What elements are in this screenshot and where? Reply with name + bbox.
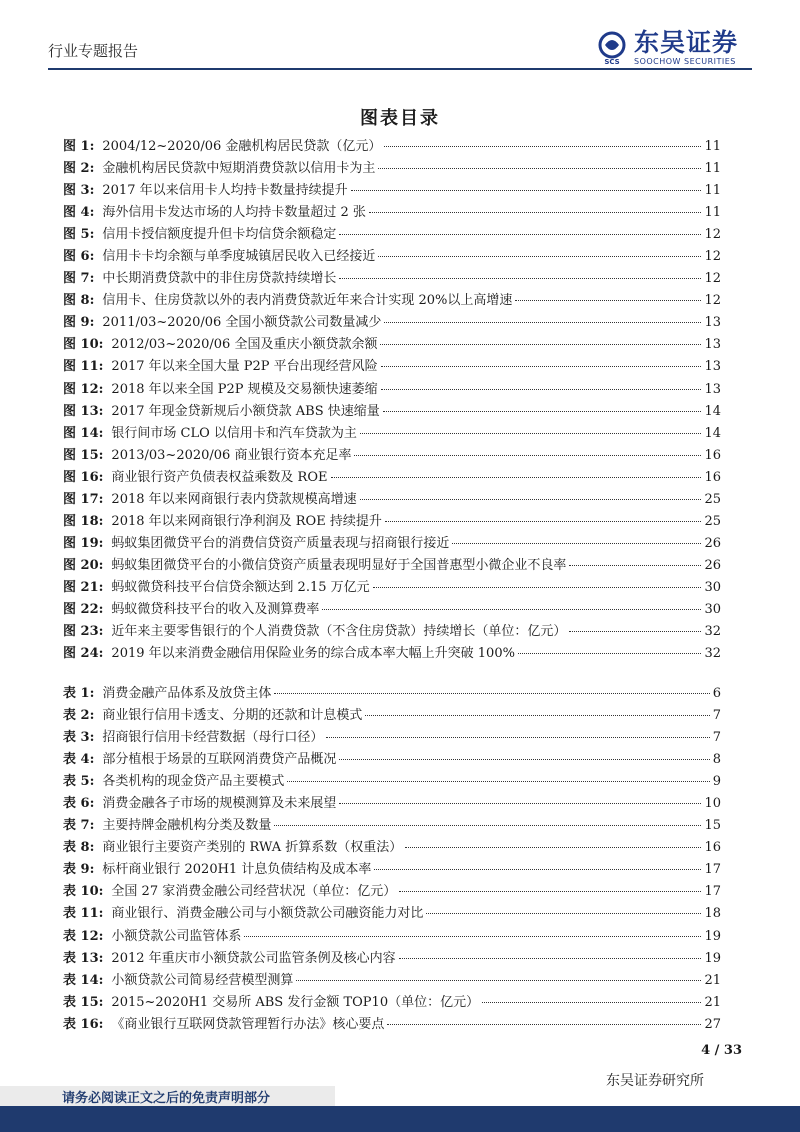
table-entry[interactable]	[63, 881, 721, 903]
dot-leader	[339, 234, 701, 235]
dot-leader	[365, 715, 709, 716]
table-entry[interactable]	[63, 903, 721, 925]
organization-name: 东吴证券研究所	[606, 1073, 704, 1089]
figure-entry[interactable]	[63, 356, 721, 378]
entry-page-number: 11	[704, 183, 721, 199]
dot-leader	[274, 825, 701, 826]
table-entry[interactable]	[63, 727, 721, 749]
dot-leader	[515, 300, 701, 301]
entry-label: 表 11:	[63, 906, 104, 922]
entry-page-number: 11	[704, 161, 721, 177]
figure-entry[interactable]	[63, 423, 721, 445]
entry-label: 表 8:	[63, 840, 95, 856]
entry-page-number: 19	[704, 950, 721, 966]
logo-chinese-name: 东吴证券	[633, 28, 738, 57]
figure-entry[interactable]	[63, 401, 721, 423]
entry-page-number: 8	[712, 752, 721, 768]
table-entry[interactable]	[63, 970, 721, 992]
figure-entry[interactable]	[63, 621, 721, 643]
entry-label: 图 19:	[63, 535, 104, 551]
dot-leader	[383, 411, 702, 412]
table-entry[interactable]	[63, 1014, 721, 1036]
dot-leader	[296, 980, 701, 981]
entry-label: 图 13:	[63, 403, 104, 419]
table-entry[interactable]	[63, 793, 721, 815]
entry-page-number: 26	[704, 535, 721, 551]
figure-entry[interactable]	[63, 511, 721, 533]
entry-title: 2019 年以来消费金融信用保险业务的综合成本率大幅上升突破 100%	[111, 646, 515, 662]
dot-leader	[360, 433, 702, 434]
entry-page-number: 12	[704, 227, 721, 243]
entry-title: 小额贷款公司简易经营模型测算	[111, 972, 294, 988]
header-divider	[48, 68, 752, 70]
entry-label: 图 1:	[63, 139, 95, 154]
header-label: 行业专题报告	[48, 42, 139, 60]
dot-leader	[399, 958, 702, 959]
entry-title: 全国 27 家消费金融公司经营状况（单位：亿元）	[111, 884, 397, 900]
entry-title: 小额贷款公司监管体系	[111, 928, 242, 944]
dot-leader	[369, 212, 702, 213]
entry-page-number: 13	[704, 381, 721, 397]
dot-leader	[339, 278, 701, 279]
entry-title: 金融机构居民贷款中短期消费贷款以信用卡为主	[102, 161, 376, 177]
footer-bar	[0, 1106, 800, 1132]
entry-page-number: 15	[704, 818, 721, 834]
dot-leader	[569, 631, 701, 632]
entry-title: 商业银行信用卡透支、分期的还款和计息模式	[102, 708, 363, 724]
entry-title: 消费金融产品体系及放贷主体	[102, 686, 272, 701]
entry-page-number: 6	[712, 686, 721, 701]
entry-label: 图 4:	[63, 205, 95, 221]
entry-page-number: 18	[704, 906, 721, 922]
dot-leader	[405, 847, 701, 848]
entry-label: 图 22:	[63, 601, 104, 617]
figure-entry[interactable]	[63, 599, 721, 621]
table-entry[interactable]	[63, 837, 721, 859]
entry-page-number: 12	[704, 271, 721, 287]
dot-leader	[374, 869, 701, 870]
entry-title: 《商业银行互联网贷款管理暂行办法》核心要点	[111, 1016, 385, 1032]
entry-page-number: 7	[712, 708, 721, 724]
dot-leader	[351, 190, 702, 191]
figure-entry[interactable]	[63, 246, 721, 268]
table-entry[interactable]	[63, 926, 721, 948]
entry-title: 2018 年以来全国 P2P 规模及交易额快速萎缩	[111, 381, 378, 397]
dot-leader	[287, 781, 709, 782]
footer-disclaimer: 请务必阅读正文之后的免责声明部分	[62, 1091, 271, 1106]
figure-entry[interactable]	[63, 489, 721, 511]
entry-label: 图 20:	[63, 557, 104, 573]
logo-english-name: SOOCHOW SECURITIES	[633, 57, 736, 66]
entry-page-number: 25	[704, 513, 721, 529]
entry-label: 表 7:	[63, 818, 95, 834]
entry-page-number: 14	[704, 403, 721, 419]
dot-leader	[380, 344, 701, 345]
dot-leader	[360, 499, 702, 500]
figure-entry[interactable]	[63, 268, 721, 290]
entry-page-number: 11	[704, 205, 721, 221]
entry-label: 图 12:	[63, 381, 104, 397]
entry-title: 海外信用卡发达市场的人均持卡数量超过 2 张	[102, 205, 366, 221]
figure-entry[interactable]	[63, 180, 721, 202]
figure-entry[interactable]	[63, 533, 721, 555]
dot-leader	[381, 366, 702, 367]
entry-title: 蚂蚁集团微贷平台的消费信贷资产质量表现与招商银行接近	[111, 535, 450, 551]
figure-entry[interactable]	[63, 643, 721, 665]
entry-page-number: 17	[704, 884, 721, 900]
entry-title: 商业银行资产负债表权益乘数及 ROE	[111, 469, 328, 485]
entry-label: 图 2:	[63, 161, 95, 177]
entry-page-number: 21	[704, 972, 721, 988]
table-entry[interactable]	[63, 815, 721, 837]
entry-title: 招商银行信用卡经营数据（母行口径）	[102, 730, 324, 746]
entry-label: 图 10:	[63, 337, 104, 353]
entry-title: 商业银行、消费金融公司与小额贷款公司融资能力对比	[111, 906, 424, 922]
entry-page-number: 12	[704, 293, 721, 309]
dot-leader	[452, 543, 701, 544]
figure-entry[interactable]	[63, 379, 721, 401]
entry-label: 图 11:	[63, 359, 104, 375]
dot-leader	[569, 565, 701, 566]
entry-label: 图 16:	[63, 469, 104, 485]
dot-leader	[518, 653, 702, 654]
dot-leader	[399, 891, 701, 892]
company-logo	[596, 30, 738, 66]
dot-leader	[384, 146, 701, 147]
entry-page-number: 16	[704, 447, 721, 463]
scs-logo-icon	[596, 31, 628, 65]
dot-leader	[384, 322, 701, 323]
figure-entry[interactable]	[63, 202, 721, 224]
figure-entry[interactable]	[63, 312, 721, 334]
figure-entry[interactable]	[63, 158, 721, 180]
entry-title: 信用卡、住房贷款以外的表内消费贷款近年来合计实现 20%以上高增速	[102, 293, 513, 309]
entry-label: 图 5:	[63, 227, 95, 243]
entry-label: 图 23:	[63, 624, 104, 640]
entry-title: 各类机构的现金贷产品主要模式	[102, 774, 285, 790]
table-entry[interactable]	[63, 859, 721, 881]
dot-leader	[381, 389, 702, 390]
entry-page-number: 13	[704, 315, 721, 331]
entry-label: 表 1:	[63, 686, 95, 701]
figure-entry[interactable]	[63, 224, 721, 246]
entry-label: 图 17:	[63, 491, 104, 507]
entry-title: 部分植根于场景的互联网消费贷产品概况	[102, 752, 337, 768]
table-list	[63, 683, 721, 1036]
dot-leader	[378, 168, 701, 169]
dot-leader	[331, 477, 702, 478]
figure-entry[interactable]	[63, 445, 721, 467]
entry-label: 表 14:	[63, 972, 104, 988]
entry-page-number: 30	[704, 579, 721, 595]
entry-label: 图 6:	[63, 249, 95, 265]
entry-title: 2018 年以来网商银行表内贷款规模高增速	[111, 491, 357, 507]
figure-entry[interactable]	[63, 290, 721, 312]
figure-entry[interactable]	[63, 467, 721, 489]
entry-title: 商业银行主要资产类别的 RWA 折算系数（权重法）	[102, 840, 403, 856]
entry-page-number: 32	[704, 624, 721, 640]
entry-label: 表 4:	[63, 752, 95, 768]
entry-title: 标杆商业银行 2020H1 计息负债结构及成本率	[102, 862, 372, 878]
figure-entry[interactable]	[63, 136, 721, 158]
table-entry[interactable]	[63, 683, 721, 705]
dot-leader	[339, 803, 701, 804]
dot-leader	[378, 256, 701, 257]
entry-label: 图 18:	[63, 513, 104, 529]
entry-label: 图 9:	[63, 315, 95, 331]
dot-leader	[482, 1002, 701, 1003]
entry-page-number: 19	[704, 928, 721, 944]
entry-label: 图 24:	[63, 646, 104, 662]
dot-leader	[322, 609, 701, 610]
entry-label: 图 21:	[63, 579, 104, 595]
entry-title: 2013/03~2020/06 商业银行资本充足率	[111, 447, 352, 463]
entry-title: 2012/03~2020/06 全国及重庆小额贷款余额	[111, 337, 378, 353]
logo-small-text: SCS	[604, 58, 620, 65]
dot-leader	[385, 521, 702, 522]
figure-entry[interactable]	[63, 577, 721, 599]
entry-label: 图 15:	[63, 447, 104, 463]
entry-title: 蚂蚁集团微贷平台的小微信贷资产质量表现明显好于全国普惠型小微企业不良率	[111, 557, 567, 573]
entry-title: 蚂蚁微贷科技平台的收入及测算费率	[111, 601, 320, 617]
entry-label: 表 6:	[63, 796, 95, 812]
entry-page-number: 12	[704, 249, 721, 265]
entry-label: 表 16:	[63, 1016, 104, 1032]
entry-title: 2018 年以来网商银行净利润及 ROE 持续提升	[111, 513, 382, 529]
entry-title: 2017 年现金贷新规后小额贷款 ABS 快速缩量	[111, 403, 380, 419]
entry-page-number: 14	[704, 425, 721, 441]
entry-label: 表 3:	[63, 730, 95, 746]
table-entry[interactable]	[63, 771, 721, 793]
entry-label: 图 3:	[63, 183, 95, 199]
dot-leader	[244, 936, 701, 937]
table-entry[interactable]	[63, 749, 721, 771]
entry-title: 2017 年以来信用卡人均持卡数量持续提升	[102, 183, 348, 199]
dot-leader	[354, 455, 701, 456]
entry-page-number: 16	[704, 840, 721, 856]
dot-leader	[426, 913, 701, 914]
entry-title: 中长期消费贷款中的非住房贷款持续增长	[102, 271, 337, 287]
entry-title: 信用卡授信额度提升但卡均信贷余额稳定	[102, 227, 337, 243]
entry-page-number: 9	[712, 774, 721, 790]
entry-title: 蚂蚁微贷科技平台信贷余额达到 2.15 万亿元	[111, 579, 370, 595]
entry-title: 主要持牌金融机构分类及数量	[102, 818, 272, 834]
entry-page-number: 30	[704, 601, 721, 617]
entry-page-number: 7	[712, 730, 721, 746]
entry-label: 表 12:	[63, 928, 104, 944]
entry-title: 2015~2020H1 交易所 ABS 发行金额 TOP10（单位：亿元）	[111, 994, 480, 1010]
entry-label: 表 13:	[63, 950, 104, 966]
entry-page-number: 10	[704, 796, 721, 812]
dot-leader	[326, 737, 709, 738]
toc-title: 图表目录	[360, 108, 440, 129]
entry-label: 图 8:	[63, 293, 95, 309]
figure-list	[63, 136, 721, 665]
entry-label: 图 7:	[63, 271, 95, 287]
entry-page-number: 25	[704, 491, 721, 507]
dot-leader	[387, 1024, 701, 1025]
entry-page-number: 21	[704, 994, 721, 1010]
dot-leader	[339, 759, 709, 760]
figure-entry[interactable]	[63, 555, 721, 577]
entry-title: 2017 年以来全国大量 P2P 平台出现经营风险	[111, 359, 378, 375]
entry-title: 消费金融各子市场的规模测算及未来展望	[102, 796, 337, 812]
entry-label: 表 9:	[63, 862, 95, 878]
dot-leader	[373, 587, 702, 588]
dot-leader	[274, 693, 709, 694]
table-entry[interactable]	[63, 992, 721, 1014]
entry-page-number: 11	[704, 139, 721, 154]
entry-label: 表 10:	[63, 884, 104, 900]
entry-title: 信用卡卡均余额与单季度城镇居民收入已经接近	[102, 249, 376, 265]
entry-label: 图 14:	[63, 425, 104, 441]
entry-page-number: 13	[704, 359, 721, 375]
entry-page-number: 27	[704, 1016, 721, 1032]
figure-entry[interactable]	[63, 334, 721, 356]
entry-label: 表 15:	[63, 994, 104, 1010]
entry-label: 表 5:	[63, 774, 95, 790]
entry-page-number: 32	[704, 646, 721, 662]
page-number: 4 / 33	[701, 1043, 742, 1058]
entry-title: 近年来主要零售银行的个人消费贷款（不含住房贷款）持续增长（单位：亿元）	[111, 624, 567, 640]
entry-page-number: 26	[704, 557, 721, 573]
entry-page-number: 13	[704, 337, 721, 353]
entry-label: 表 2:	[63, 708, 95, 724]
entry-title: 2004/12~2020/06 金融机构居民贷款（亿元）	[102, 139, 382, 154]
entry-title: 2011/03~2020/06 全国小额贷款公司数量减少	[102, 315, 382, 331]
entry-title: 2012 年重庆市小额贷款公司监管条例及核心内容	[111, 950, 396, 966]
entry-page-number: 16	[704, 469, 721, 485]
entry-page-number: 17	[704, 862, 721, 878]
table-entry[interactable]	[63, 948, 721, 970]
entry-title: 银行间市场 CLO 以信用卡和汽车贷款为主	[111, 425, 357, 441]
table-entry[interactable]	[63, 705, 721, 727]
